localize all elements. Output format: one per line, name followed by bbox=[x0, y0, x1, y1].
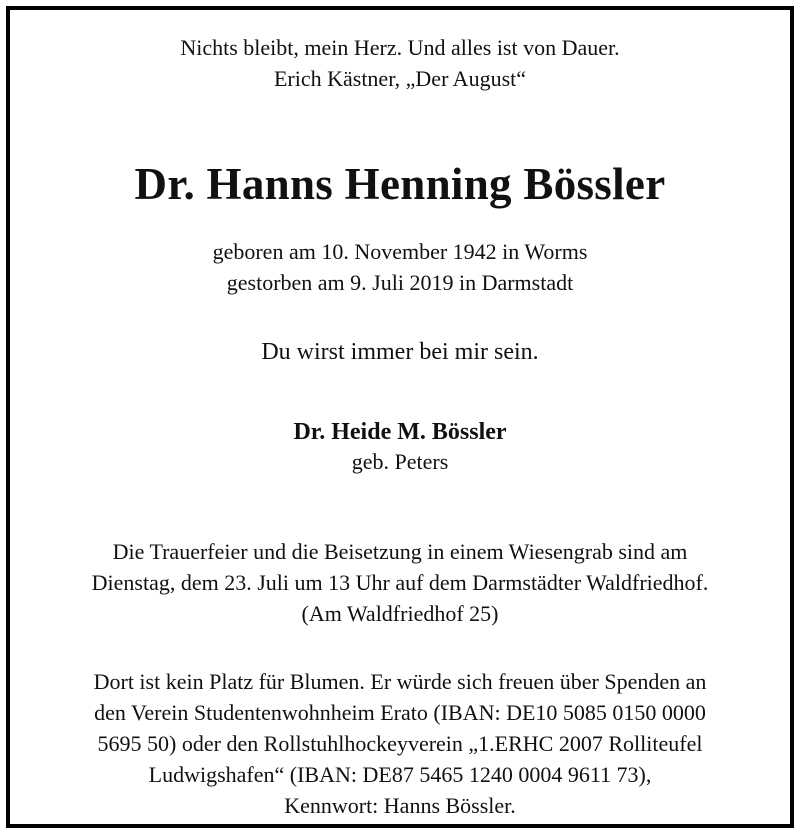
mourner-name: Dr. Heide M. Bössler bbox=[293, 419, 507, 445]
motto-quote bbox=[10, 32, 790, 94]
funeral-service-info bbox=[10, 536, 790, 629]
donation-request bbox=[10, 666, 790, 821]
motto-line: Nichts bleibt, mein Herz. Und alles ist von Dauer. bbox=[180, 35, 620, 60]
donation-line: Ludwigshafen“ (IBAN: DE87 5465 1240 0004 9611 73), bbox=[148, 762, 652, 787]
service-address: (Am Waldfriedhof 25) bbox=[301, 601, 499, 626]
donation-line: Dort ist kein Platz für Blumen. Er würde sich freuen über Spenden an bbox=[93, 669, 707, 694]
death-date-line: gestorben am 9. Juli 2019 in Darmstadt bbox=[226, 270, 574, 295]
service-line: Die Trauerfeier und die Beisetzung in einem Wiesengrab sind am bbox=[112, 539, 688, 564]
deceased-name: Dr. Hanns Henning Bössler bbox=[134, 159, 666, 209]
mourner-birth-name: geb. Peters bbox=[351, 449, 449, 474]
mourner-signature bbox=[10, 417, 790, 477]
donation-keyword: Kennwort: Hanns Bössler. bbox=[284, 793, 516, 818]
service-line: Dienstag, dem 23. Juli um 13 Uhr auf dem Darmstädter Waldfriedhof. bbox=[91, 570, 709, 595]
life-dates bbox=[10, 236, 790, 298]
donation-line: 5695 50) oder den Rollstuhlhockeyverein „1.ERHC 2007 Rolliteufel bbox=[97, 731, 703, 756]
farewell-message: Du wirst immer bei mir sein. bbox=[261, 339, 539, 365]
obituary-notice bbox=[6, 6, 794, 828]
motto-attribution: Erich Kästner, „Der August“ bbox=[273, 66, 527, 91]
donation-line: den Verein Studentenwohnheim Erato (IBAN: DE10 5085 0150 0000 bbox=[94, 700, 706, 725]
birth-date-line: geboren am 10. November 1942 in Worms bbox=[212, 239, 588, 264]
